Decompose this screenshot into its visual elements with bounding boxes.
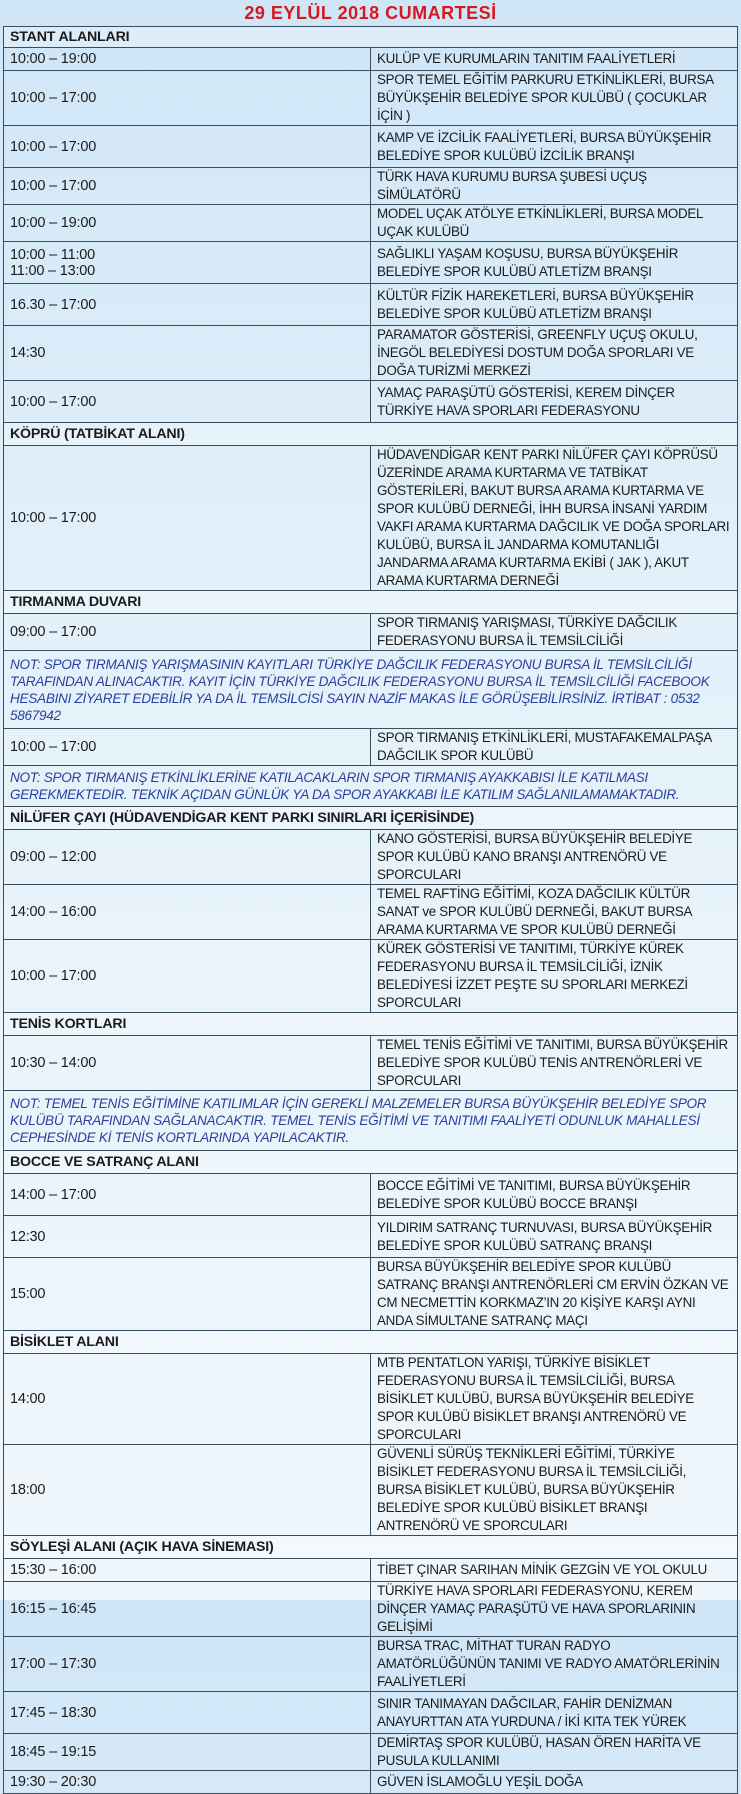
section-header-tirmanma	[4, 591, 738, 614]
activity-cell: MODEL UÇAK ATÖLYE ETKİNLİKLERİ, BURSA MODEL UÇAK KULÜBÜ	[371, 205, 738, 242]
schedule-table	[3, 26, 738, 1794]
table-row	[4, 940, 738, 1013]
table-row	[4, 885, 738, 940]
activity-cell: TEMEL RAFTİNG EĞİTİMİ, KOZA DAĞCILIK KÜLTÜR SANAT ve SPOR KULÜBÜ DERNEĞİ, BAKUT BURSA ARAMA KURTARMA VE SPOR KULÜBÜ DERNEĞİ	[371, 885, 738, 940]
time-cell: 14:00	[4, 1354, 371, 1445]
table-row	[4, 830, 738, 885]
note-row	[4, 651, 738, 729]
time-cell: 10:00 – 19:00	[4, 48, 371, 71]
time-cell: 10:00 – 19:00	[4, 205, 371, 242]
section-header-tenis	[4, 1013, 738, 1036]
section-title: SÖYLEŞİ ALANI (AÇIK HAVA SİNEMASI)	[4, 1536, 738, 1559]
time-line: 11:00 – 13:00	[10, 262, 96, 279]
note-row	[4, 1091, 738, 1151]
activity-cell: KULÜP VE KURUMLARIN TANITIM FAALİYETLERİ	[371, 48, 738, 71]
table-row	[4, 1036, 738, 1091]
table-row	[4, 729, 738, 766]
section-title: NİLÜFER ÇAYI (HÜDAVENDİGAR KENT PARKI SINIRLARI İÇERİSİNDE)	[4, 807, 738, 830]
time-cell: 17:45 – 18:30	[4, 1692, 371, 1734]
table-row	[4, 446, 738, 591]
table-row	[4, 614, 738, 651]
table-row	[4, 1445, 738, 1536]
schedule-page	[3, 0, 738, 1794]
time-cell: 17:00 – 17:30	[4, 1637, 371, 1692]
table-row	[4, 1174, 738, 1216]
time-cell: 10:30 – 14:00	[4, 1036, 371, 1091]
time-cell: 10:00 – 17:00	[4, 168, 371, 205]
note-text: NOT: TEMEL TENİS EĞİTİMİNE KATILIMLAR İÇİN GEREKLİ MALZEMELER BURSA BÜYÜKŞEHİR BELEDİYE SPOR KULÜBÜ TARAFINDAN SAĞLANACAKTIR. TEMEL TENİS EĞİTİMİ VE TANITIMI FAALİYETİ ODUNLUK MAHALLESİ CEPHESİNDE Kİ TENİS KORTLARINDA YAPILACAKTIR.	[4, 1091, 738, 1151]
time-cell: 10:00 – 17:00	[4, 126, 371, 168]
section-header-bisiklet	[4, 1331, 738, 1354]
section-header-kopru	[4, 423, 738, 446]
section-header-bocce	[4, 1151, 738, 1174]
section-header-stant	[4, 27, 738, 48]
table-row	[4, 1637, 738, 1692]
time-cell	[4, 242, 371, 284]
activity-cell: SPOR TIRMANIŞ ETKİNLİKLERİ, MUSTAFAKEMALPAŞA DAĞCILIK SPOR KULÜBÜ	[371, 729, 738, 766]
note-row	[4, 766, 738, 807]
section-title: TIRMANMA DUVARI	[4, 591, 738, 614]
table-row	[4, 1258, 738, 1331]
time-cell: 16:15 – 16:45	[4, 1582, 371, 1637]
section-title: BOCCE VE SATRANÇ ALANI	[4, 1151, 738, 1174]
activity-cell: DEMİRTAŞ SPOR KULÜBÜ, HASAN ÖREN HARİTA VE PUSULA KULLANIMI	[371, 1734, 738, 1771]
activity-cell: SPOR TIRMANIŞ YARIŞMASI, TÜRKİYE DAĞCILIK FEDERASYONU BURSA İL TEMSİLCİLİĞİ	[371, 614, 738, 651]
time-cell: 16.30 – 17:00	[4, 284, 371, 326]
section-title: TENİS KORTLARI	[4, 1013, 738, 1036]
table-row	[4, 381, 738, 423]
section-title: BİSİKLET ALANI	[4, 1331, 738, 1354]
activity-cell: KÜLTÜR FİZİK HAREKETLERİ, BURSA BÜYÜKŞEHİR BELEDİYE SPOR KULÜBÜ ATLETİZM BRANŞI	[371, 284, 738, 326]
section-title: STANT ALANLARI	[4, 27, 738, 48]
activity-cell: YAMAÇ PARAŞÜTÜ GÖSTERİSİ, KEREM DİNÇER TÜRKİYE HAVA SPORLARI FEDERASYONU	[371, 381, 738, 423]
activity-cell: KANO GÖSTERİSİ, BURSA BÜYÜKŞEHİR BELEDİYE SPOR KULÜBÜ KANO BRANŞI ANTRENÖRÜ VE SPORCULARI	[371, 830, 738, 885]
activity-cell: BOCCE EĞİTİMİ VE TANITIMI, BURSA BÜYÜKŞEHİR BELEDİYE SPOR KULÜBÜ BOCCE BRANŞI	[371, 1174, 738, 1216]
time-cell: 15:30 – 16:00	[4, 1559, 371, 1582]
time-cell: 15:00	[4, 1258, 371, 1331]
activity-cell: TİBET ÇINAR SARIHAN MİNİK GEZGİN VE YOL OKULU	[371, 1559, 738, 1582]
time-cell: 09:00 – 12:00	[4, 830, 371, 885]
table-row	[4, 242, 738, 284]
table-row	[4, 1354, 738, 1445]
table-row	[4, 1216, 738, 1258]
time-cell: 18:00	[4, 1445, 371, 1536]
table-row	[4, 1771, 738, 1794]
activity-cell: SAĞLIKLI YAŞAM KOŞUSU, BURSA BÜYÜKŞEHİR BELEDİYE SPOR KULÜBÜ ATLETİZM BRANŞI	[371, 242, 738, 284]
time-cell: 14:30	[4, 326, 371, 381]
note-text: NOT: SPOR TIRMANIŞ YARIŞMASININ KAYITLARI TÜRKİYE DAĞCILIK FEDERASYONU BURSA İL TEMSİLCİLİĞİ TARAFINDAN ALINACAKTIR. KAYIT İÇİN TÜRKİYE DAĞCILIK FEDERASYONU BURSA İL TEMSİLCİLİĞİ FACEBOOK HESABINI ZİYARET EDEBİLİR YA DA İL TEMSİLCİSİ SAYIN NAZİF MAKAS İLE GÖRÜŞEBİLİRSİNİZ. İRTİBAT : 0532 5867942	[4, 651, 738, 729]
activity-cell: TÜRKİYE HAVA SPORLARI FEDERASYONU, KEREM DİNÇER YAMAÇ PARAŞÜTÜ VE HAVA SPORLARININ GELİŞİMİ	[371, 1582, 738, 1637]
time-cell: 19:30 – 20:30	[4, 1771, 371, 1794]
time-line: 10:00 – 11:00	[10, 246, 96, 263]
activity-cell: YILDIRIM SATRANÇ TURNUVASI, BURSA BÜYÜKŞEHİR BELEDİYE SPOR KULÜBÜ SATRANÇ BRANŞI	[371, 1216, 738, 1258]
section-header-nilufer	[4, 807, 738, 830]
time-cell: 10:00 – 17:00	[4, 940, 371, 1013]
activity-cell: BURSA TRAC, MİTHAT TURAN RADYO AMATÖRLÜĞÜNÜN TANIMI VE RADYO AMATÖRLERİNİN FAALİYETLERİ	[371, 1637, 738, 1692]
time-cell: 14:00 – 17:00	[4, 1174, 371, 1216]
activity-cell: BURSA BÜYÜKŞEHİR BELEDİYE SPOR KULÜBÜ SATRANÇ BRANŞI ANTRENÖRLERİ CM ERVİN ÖZKAN VE CM NECMETTİN KORKMAZ’IN 20 KİŞİYE KARŞI AYNI ANDA SİMULTANE SATRANÇ MAÇI	[371, 1258, 738, 1331]
time-cell: 18:45 – 19:15	[4, 1734, 371, 1771]
table-row	[4, 71, 738, 126]
table-row	[4, 48, 738, 71]
table-row	[4, 1734, 738, 1771]
table-row	[4, 126, 738, 168]
table-row	[4, 284, 738, 326]
activity-cell: KAMP VE İZCİLİK FAALİYETLERİ, BURSA BÜYÜKŞEHİR BELEDİYE SPOR KULÜBÜ İZCİLİK BRANŞI	[371, 126, 738, 168]
activity-cell: GÜVEN İSLAMOĞLU YEŞİL DOĞA	[371, 1771, 738, 1794]
activity-cell: HÜDAVENDİGAR KENT PARKI NİLÜFER ÇAYI KÖPRÜSÜ ÜZERİNDE ARAMA KURTARMA VE TATBİKAT GÖSTERİLERİ, BAKUT BURSA ARAMA KURTARMA VE SPOR KULÜBÜ DERNEĞİ, İHH BURSA İNSANİ YARDIM VAKFI ARAMA KURTARMA DAĞCILIK VE DOĞA SPORLARI KULÜBÜ, BURSA İL JANDARMA KOMUTANLIĞI JANDARMA ARAMA KURTARMA EKİBİ ( JAK ), AKUT ARAMA KURTARMA DERNEĞİ	[371, 446, 738, 591]
table-row	[4, 1582, 738, 1637]
section-header-soylesi	[4, 1536, 738, 1559]
table-row	[4, 168, 738, 205]
time-cell: 09:00 – 17:00	[4, 614, 371, 651]
section-title: KÖPRÜ (TATBİKAT ALANI)	[4, 423, 738, 446]
table-row	[4, 205, 738, 242]
activity-cell: SINIR TANIMAYAN DAĞCILAR, FAHİR DENİZMAN ANAYURTTAN ATA YURDUNA / İKİ KITA TEK YÜREK	[371, 1692, 738, 1734]
activity-cell: TEMEL TENİS EĞİTİMİ VE TANITIMI, BURSA BÜYÜKŞEHİR BELEDİYE SPOR KULÜBÜ TENİS ANTRENÖRLERİ VE SPORCULARI	[371, 1036, 738, 1091]
time-cell: 10:00 – 17:00	[4, 446, 371, 591]
table-row	[4, 326, 738, 381]
activity-cell: GÜVENLİ SÜRÜŞ TEKNİKLERİ EĞİTİMİ, TÜRKİYE BİSİKLET FEDERASYONU BURSA İL TEMSİLCİLİĞİ, BURSA BİSİKLET KULÜBÜ, BURSA BÜYÜKŞEHİR BELEDİYE SPOR KULÜBÜ BİSİKLET BRANŞI ANTRENÖRÜ VE SPORCULARI	[371, 1445, 738, 1536]
table-row	[4, 1692, 738, 1734]
table-row	[4, 1559, 738, 1582]
time-cell: 10:00 – 17:00	[4, 729, 371, 766]
activity-cell: MTB PENTATLON YARIŞI, TÜRKİYE BİSİKLET FEDERASYONU BURSA İL TEMSİLCİLİĞİ, BURSA BİSİKLET KULÜBÜ, BURSA BÜYÜKŞEHİR BELEDİYE SPOR KULÜBÜ BİSİKLET BRANŞI ANTRENÖRÜ VE SPORCULARI	[371, 1354, 738, 1445]
time-cell: 12:30	[4, 1216, 371, 1258]
note-text: NOT: SPOR TIRMANIŞ ETKİNLİKLERİNE KATILACAKLARIN SPOR TIRMANIŞ AYAKKABISI İLE KATILMASI GEREKMEKTEDİR. TEKNİK AÇIDAN GÜNLÜK YA DA SPOR AYAKKABI İLE KATILIM SAĞLANILAMAMAKTADIR.	[4, 766, 738, 807]
time-cell: 14:00 – 16:00	[4, 885, 371, 940]
time-cell: 10:00 – 17:00	[4, 381, 371, 423]
activity-cell: TÜRK HAVA KURUMU BURSA ŞUBESİ UÇUŞ SİMÜLATÖRÜ	[371, 168, 738, 205]
activity-cell: PARAMATOR GÖSTERİSİ, GREENFLY UÇUŞ OKULU, İNEGÖL BELEDİYESİ DOSTUM DOĞA SPORLARI VE DOĞA TURİZMİ MERKEZİ	[371, 326, 738, 381]
time-cell: 10:00 – 17:00	[4, 71, 371, 126]
activity-cell: SPOR TEMEL EĞİTİM PARKURU ETKİNLİKLERİ, BURSA BÜYÜKŞEHİR BELEDİYE SPOR KULÜBÜ ( ÇOCUKLAR İÇİN )	[371, 71, 738, 126]
page-title: 29 EYLÜL 2018 CUMARTESİ	[244, 3, 497, 23]
activity-cell: KÜREK GÖSTERİSİ VE TANITIMI, TÜRKİYE KÜREK FEDERASYONU BURSA İL TEMSİLCİLİĞİ, İZNİK BELEDİYESİ İZZET PEŞTE SU SPORLARI MERKEZİ SPORCULARI	[371, 940, 738, 1013]
